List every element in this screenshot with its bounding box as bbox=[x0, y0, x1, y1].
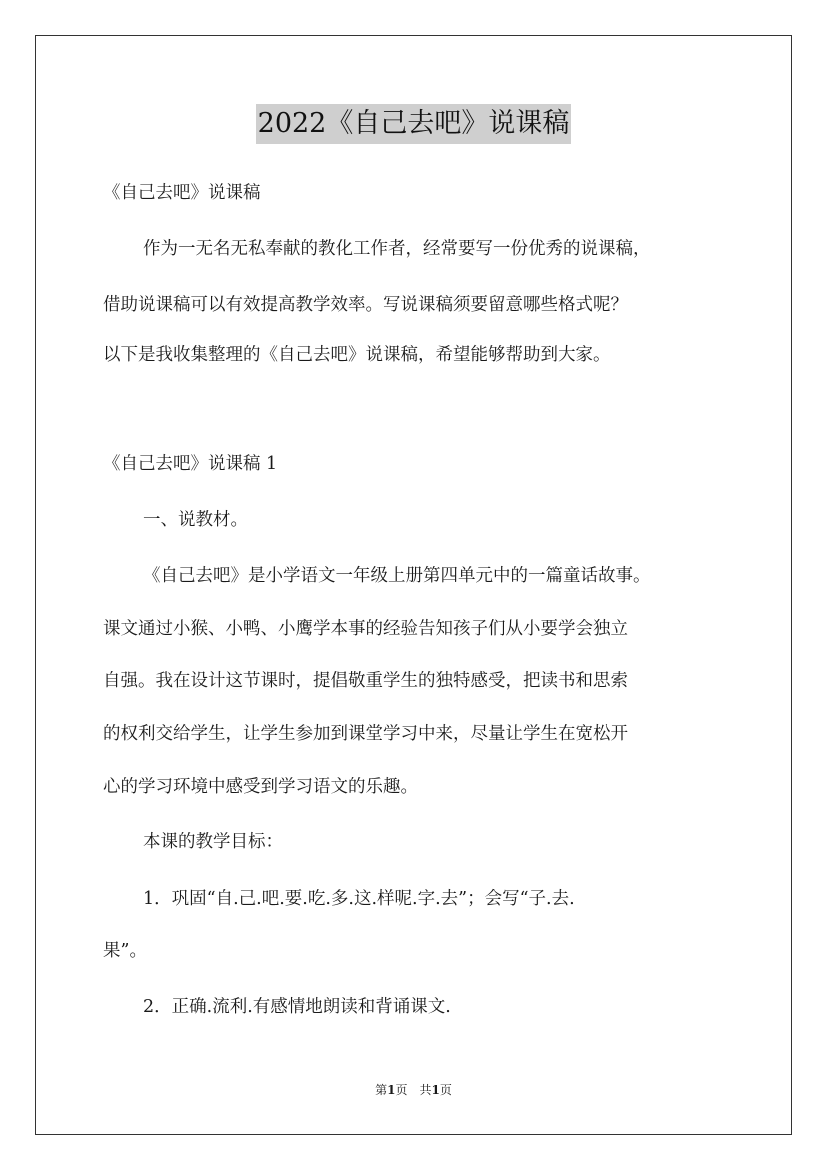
title-container bbox=[0, 104, 827, 144]
subtitle-line: 《自己去吧》说课稿 bbox=[103, 183, 261, 203]
section-heading: 《自己去吧》说课稿 1 bbox=[103, 454, 278, 474]
page-suffix: 页 bbox=[439, 1083, 452, 1097]
list-item: 1．巩固“自.己.吧.要.吃.多.这.样呢.字.去”；会写“子.去. bbox=[143, 889, 575, 909]
paragraph-line: 借助说课稿可以有效提高教学效率。写说课稿须要留意哪些格式呢？ bbox=[103, 295, 628, 315]
paragraph-line: 作为一无名无私奉献的教化工作者，经常要写一份优秀的说课稿， bbox=[143, 239, 651, 259]
paragraph-line: 的权利交给学生，让学生参加到课堂学习中来，尽量让学生在宽松开 bbox=[103, 724, 628, 744]
page-prefix: 第 bbox=[375, 1083, 388, 1097]
page-mid: 页 共 bbox=[395, 1083, 432, 1097]
paragraph-line: 自强。我在设计这节课时，提倡敬重学生的独特感受，把读书和思索 bbox=[103, 671, 628, 691]
paragraph-line: 心的学习环境中感受到学习语文的乐趣。 bbox=[103, 777, 418, 797]
page-footer bbox=[0, 1082, 827, 1098]
paragraph-line: 本课的教学目标： bbox=[143, 832, 283, 852]
list-item: 2．正确.流利.有感情地朗读和背诵课文. bbox=[143, 997, 451, 1017]
page-number: 1 bbox=[387, 1083, 396, 1097]
paragraph-line: 《自己去吧》是小学语文一年级上册第四单元中的一篇童话故事。 bbox=[143, 566, 651, 586]
document-title: 2022《自己去吧》说课稿 bbox=[256, 104, 572, 144]
paragraph-line: 以下是我收集整理的《自己去吧》说课稿，希望能够帮助到大家。 bbox=[103, 345, 611, 365]
page-total: 1 bbox=[431, 1083, 440, 1097]
paragraph-line: 课文通过小猴、小鸭、小鹰学本事的经验告知孩子们从小要学会独立 bbox=[103, 619, 628, 639]
list-item-continuation: 果”。 bbox=[103, 941, 147, 961]
paragraph-line: 一、说教材。 bbox=[143, 510, 248, 530]
